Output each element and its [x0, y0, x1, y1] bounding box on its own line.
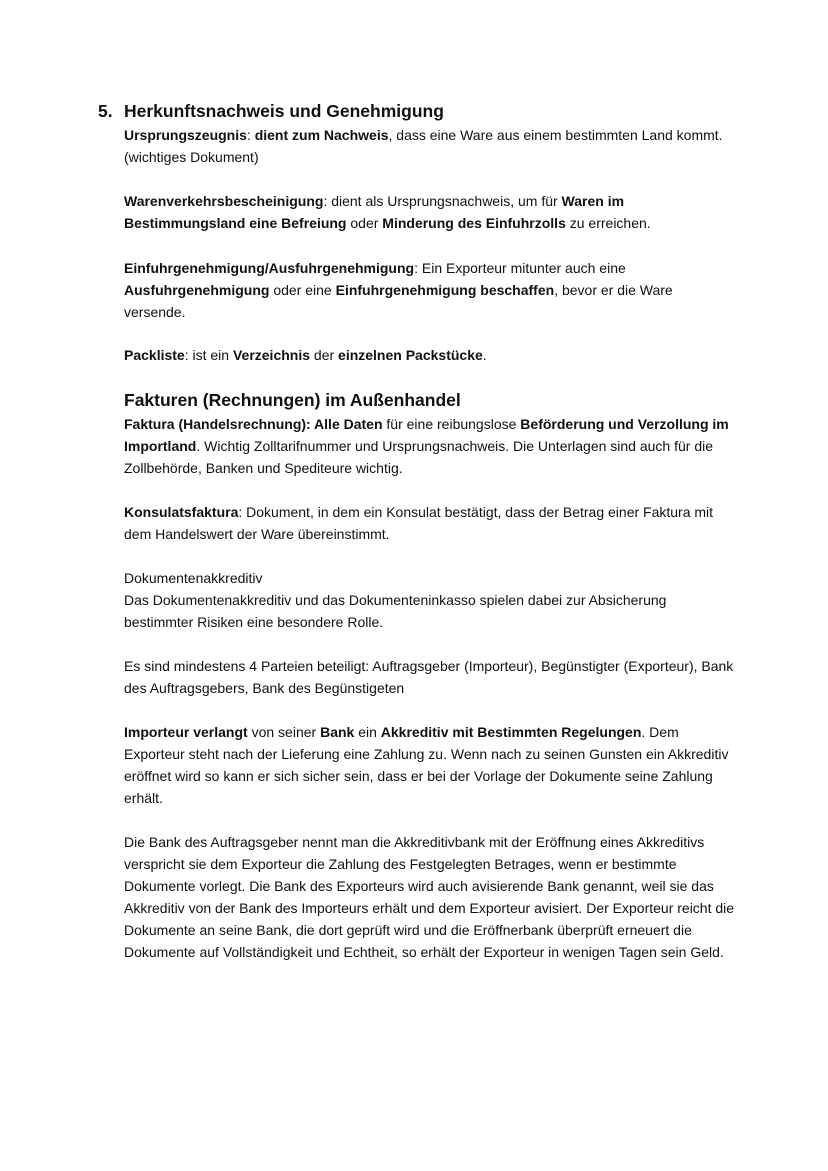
text-segment: von seiner — [247, 724, 321, 740]
term-konsulatsfaktura: Konsulatsfaktura — [124, 504, 239, 520]
emphasis-segment: Beförderung und Verzollung im Importland — [124, 416, 729, 454]
paragraph-dokumentenakkreditiv — [124, 567, 736, 633]
text-segment: oder — [346, 215, 383, 231]
text-segment: . Wichtig Zolltarifnummer und Ursprungsnachweis. Die Unterlagen sind auch für die Zollbehörde, Banken und Spediteure wichtig. — [124, 438, 714, 476]
paragraph-packliste — [124, 344, 736, 366]
text-segment: Die Bank des Auftragsgeber nennt man die Akkreditivbank mit der Eröffnung eines Akkreditivs verspricht sie dem Exporteur die Zahlung des Festgelegten Betrages, wenn er bestimmte Dokumente vorlegt. Die Bank des Exporteurs wird auch avisierende Bank genannt, weil sie das Akkreditiv von der Bank des Importeurs erhält und dem Exporteur avisiert. Der Exporteur reicht die Dokumente an seine Bank, die dort geprüft wird und die Eröffnerbank überprüft erneuert die Dokumente auf Vollständigkeit und Echtheit, so erhält der Exporteur in wenigen Tagen sein Geld. — [124, 834, 735, 960]
paragraph-parteien — [124, 655, 736, 699]
section-heading — [98, 100, 444, 122]
text-segment: oder eine — [269, 282, 336, 298]
paragraph-importeur — [124, 721, 736, 809]
paragraph-faktura — [124, 413, 736, 479]
emphasis-segment: Waren im Bestimmungsland eine Befreiung — [124, 193, 625, 231]
text-segment: , bevor er die Ware versende. — [124, 282, 673, 320]
emphasis-segment: dient zum Nachweis — [254, 127, 389, 143]
text-segment: der — [310, 347, 339, 363]
paragraph-bank — [124, 831, 736, 963]
text-segment: , dass eine Ware aus einem bestimmten Land kommt. (wichtiges Dokument) — [124, 127, 723, 165]
dokumentenakkreditiv-heading: Dokumentenakkreditiv — [124, 570, 263, 586]
term-faktura: Faktura (Handelsrechnung): Alle Daten — [124, 416, 383, 432]
text-segment: . — [482, 347, 487, 363]
term-genehmigung: Einfuhrgenehmigung/Ausfuhrgenehmigung — [124, 260, 415, 276]
text-segment: : ist ein — [184, 347, 233, 363]
paragraph-konsulatsfaktura — [124, 501, 736, 545]
section-title: Herkunftsnachweis und Genehmigung — [124, 101, 444, 121]
section-number: 5. — [98, 101, 113, 121]
paragraph-warenverkehrsbescheinigung — [124, 190, 736, 234]
emphasis-segment: Ausfuhrgenehmigung — [124, 282, 270, 298]
emphasis-segment: Verzeichnis — [232, 347, 311, 363]
text-segment: ein — [354, 724, 381, 740]
paragraph-ursprungszeugnis — [124, 124, 736, 168]
text-segment: : — [246, 127, 255, 143]
paragraph-genehmigung — [124, 257, 736, 323]
text-segment: : dient als Ursprungsnachweis, um für — [323, 193, 562, 209]
emphasis-segment: Akkreditiv mit Bestimmten Regelungen — [380, 724, 642, 740]
term-packliste: Packliste — [124, 347, 185, 363]
text-segment: : Dokument, in dem ein Konsulat bestätigt, dass der Betrag einer Faktura mit dem Handelswert der Ware übereinstimmt. — [124, 504, 714, 542]
emphasis-segment: Minderung des Einfuhrzolls — [382, 215, 566, 231]
text-segment: : Ein Exporteur mitunter auch eine — [414, 260, 626, 276]
text-segment: Es sind mindestens 4 Parteien beteiligt: Auftragsgeber (Importeur), Begünstigter (Exporteur), Bank des Auftragsgebers, Bank des Begünstigeten — [124, 658, 734, 696]
emphasis-segment: Importeur verlangt — [124, 724, 248, 740]
text-segment: zu erreichen. — [565, 215, 651, 231]
subsection-heading: Fakturen (Rechnungen) im Außenhandel — [124, 390, 461, 410]
text-segment: Das Dokumentenakkreditiv und das Dokumenteninkasso spielen dabei zur Absicherung bestimmter Risiken eine besondere Rolle. — [124, 592, 667, 630]
text-segment: für eine reibungslose — [382, 416, 521, 432]
term-ursprungszeugnis: Ursprungszeugnis — [124, 127, 247, 143]
emphasis-segment: einzelnen Packstücke — [338, 347, 483, 363]
term-warenverkehrsbescheinigung: Warenverkehrsbescheinigung — [124, 193, 324, 209]
text-segment: . Dem Exporteur steht nach der Lieferung eine Zahlung zu. Wenn nach zu seinen Gunsten ein Akkreditiv eröffnet wird so kann er sich sicher sein, dass er bei der Vorlage der Dokumente seine Zahlung erhält. — [124, 724, 729, 806]
emphasis-segment: Einfuhrgenehmigung beschaffen — [335, 282, 555, 298]
emphasis-segment: Bank — [320, 724, 355, 740]
